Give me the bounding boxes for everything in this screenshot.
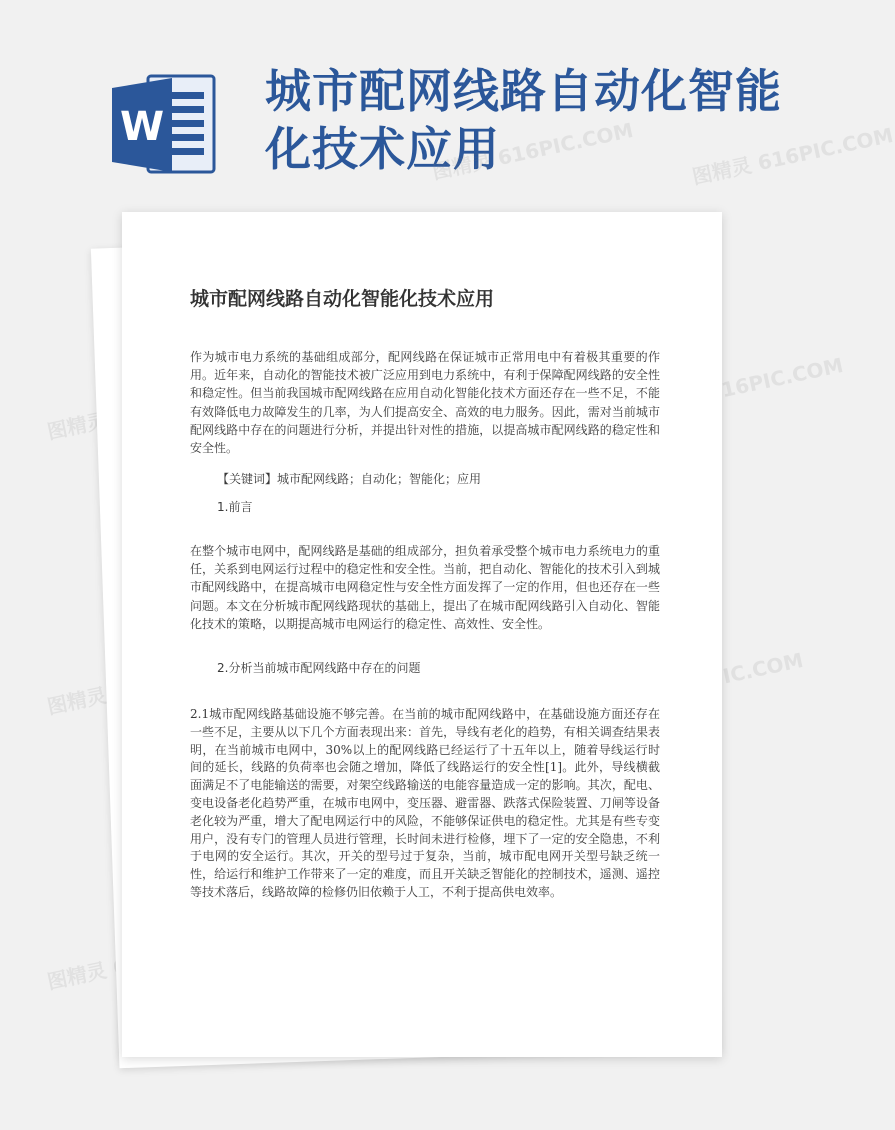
word-document-icon — [110, 70, 220, 180]
section-heading-problems: 2.分析当前城市配网线路中存在的问题 — [217, 661, 421, 675]
watermark: 图精灵 616PIC.COM — [430, 117, 636, 184]
word-icon-letter: W — [119, 104, 165, 150]
document-page — [122, 212, 722, 1057]
watermark: 图精灵 616PIC.COM — [640, 352, 846, 419]
keywords-line: 【关键词】城市配网线路；自动化；智能化；应用 — [217, 472, 482, 486]
header — [0, 0, 800, 200]
abstract-paragraph: 作为城市电力系统的基础组成部分，配网线路在保证城市正常用电中有着极其重要的作用。近年来，自动化的智能技术被广泛应用到电力系统中，有利于保障配网线路的安全性和稳定性。但当前我国城市配网线路在应用自动化智能化技术方面还存在一些不足，不能有效降低电力故障发生的几率，为人们提高安全、高效的电力服务。因此，需对当前城市配网线路中存在的问题进行分析，并提出针对性的措施，以提高城市配网线路的稳定性和安全性。 — [190, 350, 660, 456]
watermark: 图精灵 — [45, 683, 109, 719]
document-title: 城市配网线路自动化智能化技术应用 — [190, 288, 495, 310]
section-heading-intro: 1.前言 — [217, 500, 253, 514]
watermark: 图精灵 616PIC.COM — [690, 122, 895, 189]
intro-paragraph: 在整个城市电网中，配网线路是基础的组成部分，担负着承受整个城市电力系统电力的重任，关系到电网运行过程中的稳定性和安全性。当前，把自动化、智能化的技术引入到城市配网线路中，在提高城市电网稳定性与安全性方面发挥了一定的作用，但也还存在一些问题。本文在分析城市配网线路现状的基础上，提出了在城市配网线路引入自动化、智能化技术的策略，以期提高城市电网运行的稳定性、高效性、安全性。 — [190, 544, 660, 631]
section-2-1-paragraph: 2.1城市配网线路基础设施不够完善。在当前的城市配网线路中，在基础设施方面还存在一些不足，主要从以下几个方面表现出来：首先，导线有老化的趋势，有相关调查结果表明，在当前城市电网中，30%以上的配网线路已经运行了十五年以上，随着导线运行时间的延长，线路的负荷率也会随之增加，降低了线路运行的安全性[1]。此外，导线横截面满足不了电能输送的需要，对架空线路输送的电能容量造成一定的影响。其次，配电、变电设备老化趋势严重，在城市电网中，变压器、避雷器、跌落式保险装置、刀闸等设备老化较为严重，增大了配电网运行中的风险，不能够保证供电的稳定性。尤其是有些专变用户，没有专门的管理人员进行管理，长时间未进行检修，埋下了一定的安全隐患，不利于电网的安全运行。其次，开关的型号过于复杂，当前，城市配电网开关型号缺乏统一性，给运行和维护工作带来了一定的难度，而且开关缺乏智能化的控制技术，遥测、遥控等技术落后，线路故障的检修仍旧依赖于人工，不利于提高供电效率。 — [190, 707, 660, 899]
watermark: 图精灵 — [45, 958, 109, 994]
page-title: 城市配网线路自动化智能化技术应用 — [265, 64, 782, 176]
watermark: 616PIC.COM — [665, 647, 806, 701]
watermark: 图精灵 — [45, 408, 109, 444]
